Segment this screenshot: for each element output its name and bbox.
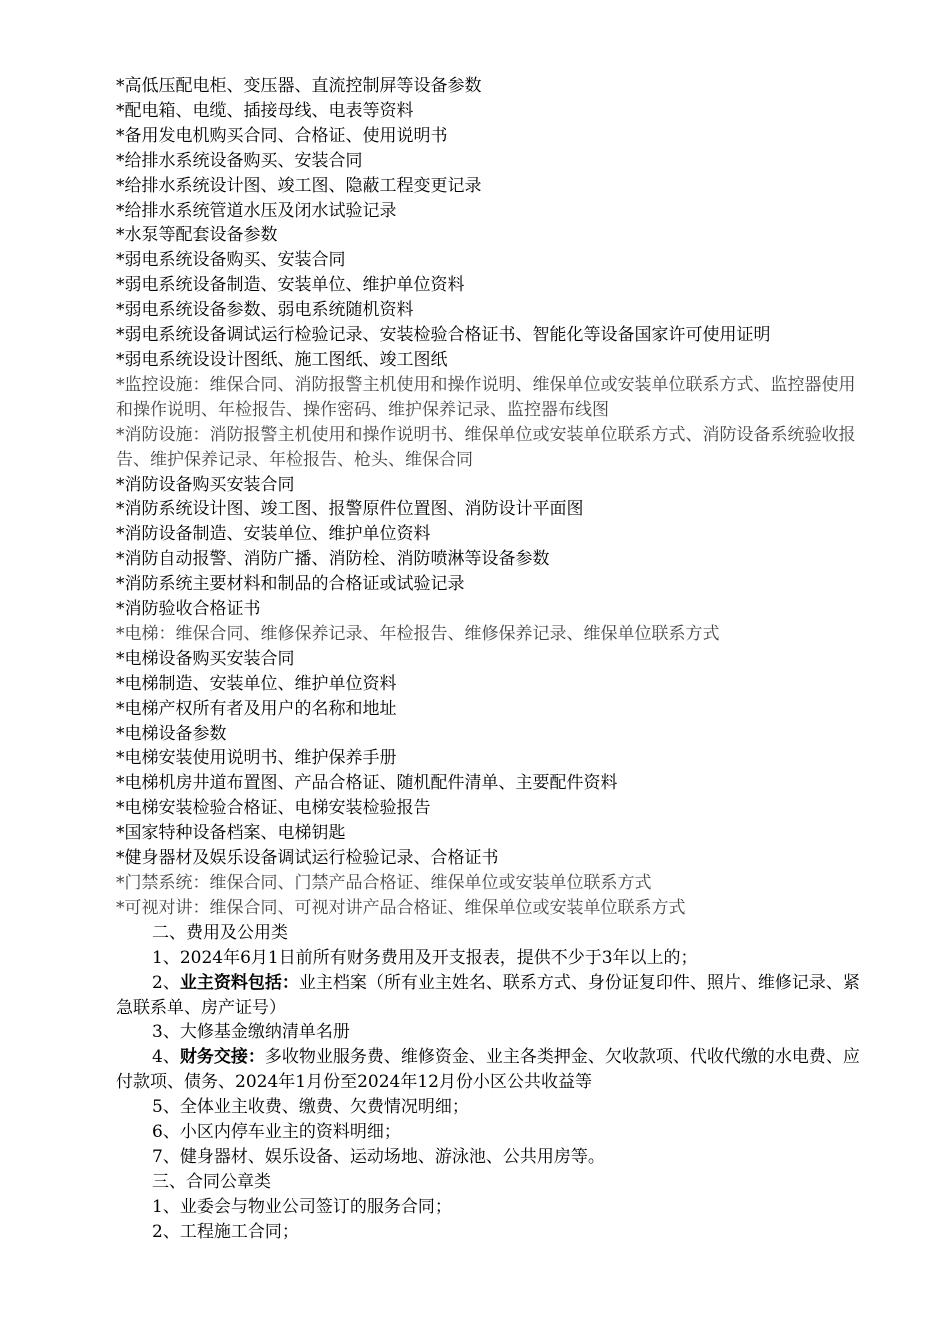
list-item: *消防系统主要材料和制品的合格证或试验记录	[116, 574, 465, 595]
list-item: *弱电系统设设计图纸、施工图纸、竣工图纸	[116, 349, 448, 370]
section-heading: 三、合同公章类	[152, 1171, 271, 1192]
paragraph: 6、小区内停车业主的资料明细；	[152, 1122, 401, 1143]
paragraph-number: 2、	[152, 972, 180, 993]
paragraph: 2、工程施工合同；	[152, 1221, 299, 1242]
list-item: *消防设备制造、安装单位、维护单位资料	[116, 524, 431, 545]
section-heading: 二、费用及公用类	[152, 922, 288, 943]
list-item: *电梯制造、安装单位、维护单位资料	[116, 673, 397, 694]
list-item: *给排水系统设计图、竣工图、隐蔽工程变更记录	[116, 175, 482, 196]
list-item: *配电箱、电缆、插接母线、电表等资料	[116, 100, 414, 121]
list-item: *高低压配电柜、变压器、直流控制屏等设备参数	[116, 76, 482, 96]
list-item: *给排水系统管道水压及闭水试验记录	[116, 200, 397, 221]
list-item: *弱电系统设备参数、弱电系统随机资料	[116, 300, 414, 321]
paragraph: 5、全体业主收费、缴费、欠费情况明细；	[152, 1097, 469, 1118]
list-item: *弱电系统设备制造、安装单位、维护单位资料	[116, 275, 465, 296]
list-item: *电梯设备参数	[116, 723, 227, 744]
list-item: *电梯机房井道布置图、产品合格证、随机配件清单、主要配件资料	[116, 773, 618, 794]
paragraph: 1、2024年6月1日前所有财务费用及开支报表，提供不少于3年以上的；	[152, 947, 698, 968]
document-page	[116, 74, 866, 1245]
list-item: *电梯设备购买安装合同	[116, 648, 295, 669]
list-item: *电梯产权所有者及用户的名称和地址	[116, 698, 397, 719]
list-item: *监控设施：维保合同、消防报警主机使用和操作说明、维保单位或安装单位联系方式、监控器使用和操作说明、年检报告、操作密码、维护保养记录、监控器布线图	[116, 374, 856, 420]
list-item: *门禁系统：维保合同、门禁产品合格证、维保单位或安装单位联系方式	[116, 873, 652, 893]
list-item: *弱电系统设备调试运行检验记录、安装检验合格证书、智能化等设备国家许可使用证明	[116, 325, 771, 346]
list-item: *消防自动报警、消防广播、消防栓、消防喷淋等设备参数	[116, 549, 550, 570]
paragraph	[116, 1045, 866, 1095]
list-item: *水泵等配套设备参数	[116, 225, 278, 246]
list-item: *消防设施：消防报警主机使用和操作说明书、维保单位或安装单位联系方式、消防设备系统验收报告、维护保养记录、年检报告、枪头、维保合同	[116, 424, 856, 470]
paragraph: 1、业委会与物业公司签订的服务合同；	[152, 1196, 452, 1217]
list-item: *可视对讲：维保合同、可视对讲产品合格证、维保单位或安装单位联系方式	[116, 897, 686, 918]
list-item: *消防验收合格证书	[116, 599, 261, 620]
list-item: *健身器材及娱乐设备调试运行检验记录、合格证书	[116, 848, 499, 869]
paragraph	[116, 971, 866, 1021]
paragraph: 7、健身器材、娱乐设备、运动场地、游泳池、公共用房等。	[152, 1146, 605, 1167]
paragraph-bold-label: 财务交接：	[179, 1047, 265, 1068]
paragraph-number: 4、	[152, 1047, 180, 1068]
paragraph-text: 业主档案（所有业主姓名、联系方式、身份证复印件、照片、维修记录、紧急联系单、房产证号）	[116, 972, 860, 1018]
list-item: *消防设备购买安装合同	[116, 474, 295, 495]
list-item: *电梯：维保合同、维修保养记录、年检报告、维修保养记录、维保单位联系方式	[116, 623, 720, 644]
list-item: *给排水系统设备购买、安装合同	[116, 150, 363, 171]
paragraph: 3、大修基金缴纳清单名册	[152, 1022, 350, 1043]
list-item: *电梯安装检验合格证、电梯安装检验报告	[116, 798, 431, 819]
list-item: *国家特种设备档案、电梯钥匙	[116, 823, 346, 844]
list-item: *备用发电机购买合同、合格证、使用说明书	[116, 125, 448, 146]
list-item: *弱电系统设备购买、安装合同	[116, 250, 346, 271]
list-item: *消防系统设计图、竣工图、报警原件位置图、消防设计平面图	[116, 499, 584, 520]
paragraph-bold-label: 业主资料包括：	[179, 972, 299, 993]
paragraph-text: 多收物业服务费、维修资金、业主各类押金、欠收款项、代收代缴的水电费、应付款项、债务、2024年1月份至2024年12月份小区公共收益等	[116, 1047, 860, 1093]
list-item: *电梯安装使用说明书、维护保养手册	[116, 748, 397, 769]
